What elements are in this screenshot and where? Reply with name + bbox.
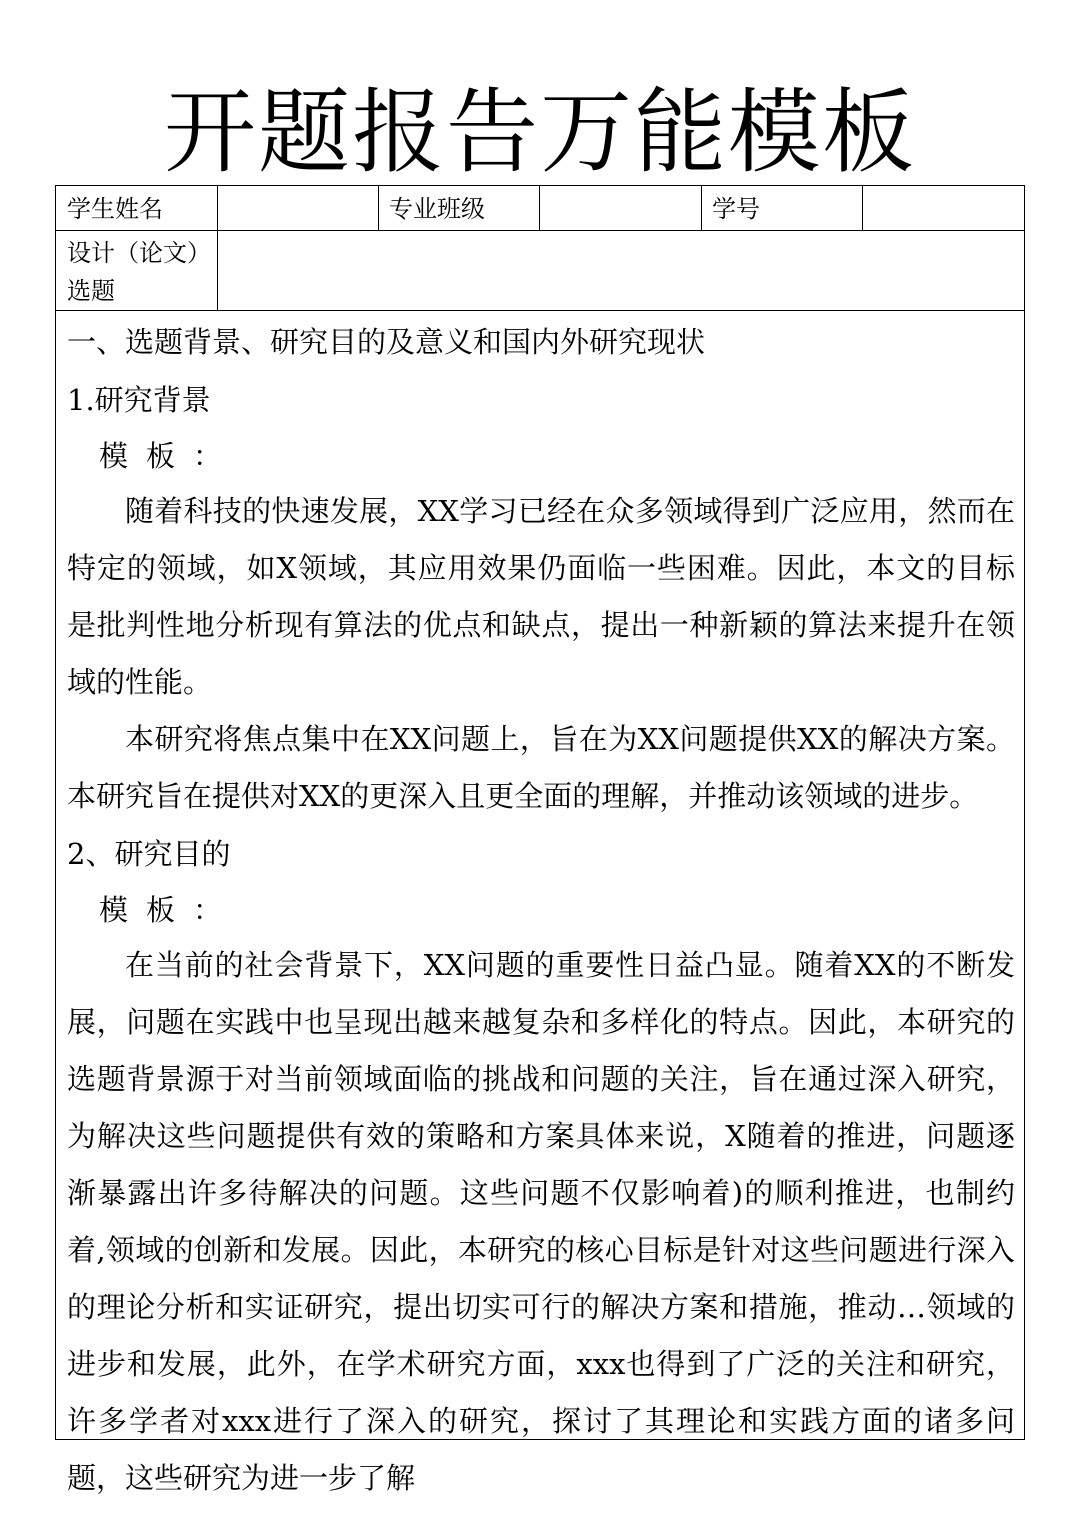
report-form-table	[55, 185, 1025, 1495]
row-divider	[56, 230, 1024, 231]
subsection-heading-purpose: 2、研究目的	[67, 837, 231, 871]
topic-field[interactable]	[226, 234, 1016, 306]
column-divider	[701, 186, 702, 230]
student-name-field[interactable]	[226, 190, 371, 226]
subsection-heading-background: 1.研究背景	[67, 383, 211, 417]
student-id-field[interactable]	[871, 190, 1016, 226]
class-label: 专业班级	[389, 195, 485, 223]
column-divider	[539, 186, 540, 230]
student-id-label: 学号	[712, 195, 760, 223]
template-label: 模板：	[99, 439, 241, 473]
row-divider	[56, 310, 1024, 311]
student-name-label: 学生姓名	[67, 195, 163, 223]
paragraph: 在当前的社会背景下，XX问题的重要性日益凸显。随着XX的不断发展，问题在实践中也呈现出越来越复杂和多样化的特点。因此，本研究的选题背景源于对当前领域面临的挑战和问题的关注，旨在通过深入研究，为解决这些问题提供有效的策略和方案具体来说，X随着的推进，问题逐渐暴露出许多待解决的问题。这些问题不仅影响着)的顺利推进，也制约着,领域的创新和发展。因此，本研究的核心目标是针对这些问题进行深入的理论分析和实证研究，提出切实可行的解决方案和措施，推动…领域的进步和发展，此外，在学术研究方面，xxx也得到了广泛的关注和研究，许多学者对xxx进行了深入的研究，探讨了其理论和实践方面的诸多问题，这些研究为进一步了解	[67, 948, 1015, 1495]
column-divider	[217, 186, 218, 310]
section-heading: 一、选题背景、研究目的及意义和国内外研究现状	[67, 325, 706, 359]
paragraph: 随着科技的快速发展，XX学习已经在众多领域得到广泛应用，然而在特定的领域，如X领域，其应用效果仍面临一些困难。因此，本文的目标是批判性地分析现有算法的优点和缺点，提出一种新颖的算法来提升在领域的性能。	[67, 494, 1015, 699]
paragraph: 本研究将焦点集中在XX问题上，旨在为XX问题提供XX的解决方案。本研究旨在提供对XX的更深入且更全面的理解，并推动该领域的进步。	[67, 722, 1015, 813]
topic-label-line2: 选题	[67, 277, 115, 305]
column-divider	[378, 186, 379, 230]
page-title: 开题报告万能模板	[163, 79, 916, 186]
column-divider	[862, 186, 863, 230]
topic-label	[67, 234, 211, 310]
class-field[interactable]	[548, 190, 693, 226]
topic-label-line1: 设计（论文）	[67, 239, 211, 267]
content-area	[67, 313, 1015, 1507]
template-label: 模板：	[99, 893, 241, 927]
